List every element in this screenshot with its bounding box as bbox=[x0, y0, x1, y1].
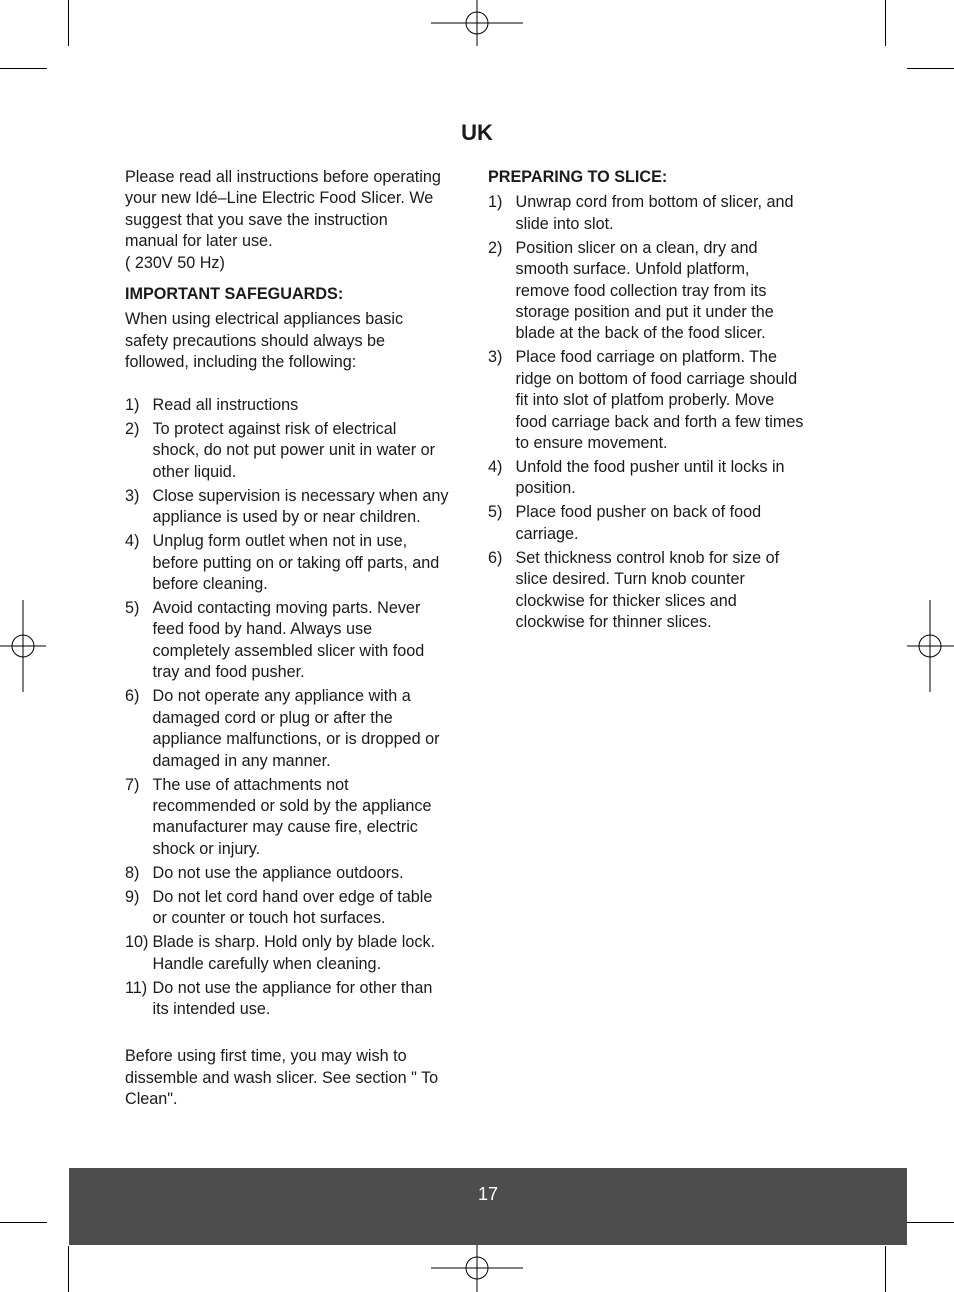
list-item bbox=[125, 395, 471, 416]
list-number: 9) bbox=[125, 887, 140, 906]
safeguards-intro bbox=[125, 309, 471, 373]
list-text: Unwrap cord from bottom of slicer, and slide into slot. bbox=[515, 193, 794, 233]
list-text: Place food carriage on platform. The ridge on bottom of food carriage should fit into slot of platfom proberly. Move food carriage back and forth a few times to ensure movement. bbox=[515, 348, 804, 453]
list-text: Position slicer on a clean, dry and smooth surface. Unfold platform, remove food collection tray from its storage position and put it under the blade at the back of the food slicer. bbox=[515, 238, 774, 343]
safeguards-list bbox=[125, 395, 471, 1020]
preparing-heading: PREPARING TO SLICE: bbox=[488, 168, 668, 186]
list-item bbox=[488, 192, 828, 235]
list-item bbox=[488, 457, 828, 500]
list-text: Close supervision is necessary when any appliance is used by or near children. bbox=[152, 486, 449, 527]
list-number: 2) bbox=[488, 238, 503, 257]
list-item bbox=[488, 238, 828, 345]
intro-line: suggest that you save the instruction bbox=[125, 210, 388, 229]
registration-mark-right bbox=[907, 600, 954, 692]
page-number: 17 bbox=[477, 1184, 499, 1204]
list-number: 7) bbox=[125, 775, 140, 794]
list-item bbox=[125, 932, 471, 975]
list-number: 8) bbox=[125, 863, 140, 882]
registration-mark-bottom bbox=[431, 1245, 523, 1292]
list-number: 6) bbox=[125, 687, 140, 706]
list-item bbox=[488, 548, 828, 634]
list-text: Avoid contacting moving parts. Never feed food by hand. Always use completely assembled slicer with food tray and food pusher. bbox=[152, 599, 425, 682]
list-text: Unfold the food pusher until it locks in position. bbox=[515, 458, 785, 498]
list-item bbox=[488, 347, 828, 454]
list-text: Do not use the appliance outdoors. bbox=[152, 863, 404, 882]
list-text: The use of attachments not recommended or sold by the appliance manufacturer may cause fire, electric shock or injury. bbox=[152, 775, 432, 858]
safeguards-intro-line: safety precautions should always be bbox=[125, 331, 386, 350]
right-column bbox=[488, 167, 828, 634]
page-title: UK bbox=[461, 120, 493, 145]
list-number: 6) bbox=[488, 548, 503, 567]
safeguards-intro-line: When using electrical appliances basic bbox=[125, 310, 404, 329]
list-number: 1) bbox=[488, 193, 503, 212]
list-item bbox=[125, 686, 471, 772]
list-number: 11) bbox=[125, 978, 148, 997]
list-item bbox=[125, 419, 471, 483]
list-text: Do not use the appliance for other than its intended use. bbox=[152, 978, 433, 1018]
closing-paragraph bbox=[125, 1046, 471, 1110]
list-text: Blade is sharp. Hold only by blade lock. Handle carefully when cleaning. bbox=[152, 933, 436, 973]
list-number: 4) bbox=[488, 458, 503, 477]
closing-line: Clean". bbox=[125, 1090, 178, 1109]
list-text: Unplug form outlet when not in use, before putting on or taking off parts, and before cleaning. bbox=[152, 532, 440, 594]
list-number: 5) bbox=[488, 503, 503, 522]
list-item bbox=[125, 863, 471, 884]
intro-paragraph bbox=[125, 167, 471, 274]
intro-line: your new Idé–Line Electric Food Slicer. We bbox=[125, 189, 434, 208]
list-item bbox=[125, 486, 471, 529]
list-text: Read all instructions bbox=[152, 396, 299, 415]
list-number: 4) bbox=[125, 532, 140, 551]
list-number: 1) bbox=[125, 396, 140, 415]
left-column bbox=[125, 167, 471, 1111]
list-item bbox=[125, 887, 471, 930]
list-number: 3) bbox=[125, 486, 140, 505]
closing-line: Before using first time, you may wish to bbox=[125, 1047, 407, 1066]
registration-mark-left bbox=[0, 600, 46, 692]
footer-bar bbox=[69, 1168, 907, 1245]
list-number: 10) bbox=[125, 933, 149, 952]
list-item bbox=[125, 775, 471, 861]
intro-line: manual for later use. bbox=[125, 232, 273, 251]
preparing-steps-list bbox=[488, 192, 828, 633]
list-item bbox=[488, 502, 828, 545]
list-text: Do not operate any appliance with a damaged cord or plug or after the appliance malfunctions, or is dropped or damaged in any manner. bbox=[152, 687, 440, 770]
registration-mark-top bbox=[431, 0, 523, 46]
list-item bbox=[125, 978, 471, 1021]
list-text: Set thickness control knob for size of slice desired. Turn knob counter clockwise for thicker slices and clockwise for thinner slices. bbox=[515, 548, 780, 632]
safeguards-heading: IMPORTANT SAFEGUARDS: bbox=[125, 285, 344, 304]
intro-line: Please read all instructions before operating bbox=[125, 168, 441, 186]
list-item bbox=[125, 598, 471, 684]
list-text: Do not let cord hand over edge of table or counter or touch hot surfaces. bbox=[152, 887, 433, 928]
safeguards-intro-line: followed, including the following: bbox=[125, 353, 357, 372]
list-number: 2) bbox=[125, 420, 140, 439]
list-text: Place food pusher on back of food carriage. bbox=[515, 503, 762, 543]
voltage-note: ( 230V 50 Hz) bbox=[125, 253, 225, 272]
list-number: 3) bbox=[488, 348, 503, 367]
list-text: To protect against risk of electrical shock, do not put power unit in water or other liquid. bbox=[152, 420, 436, 481]
list-number: 5) bbox=[125, 599, 140, 618]
list-item bbox=[125, 531, 471, 595]
closing-line: dissemble and wash slicer. See section " To bbox=[125, 1068, 439, 1087]
